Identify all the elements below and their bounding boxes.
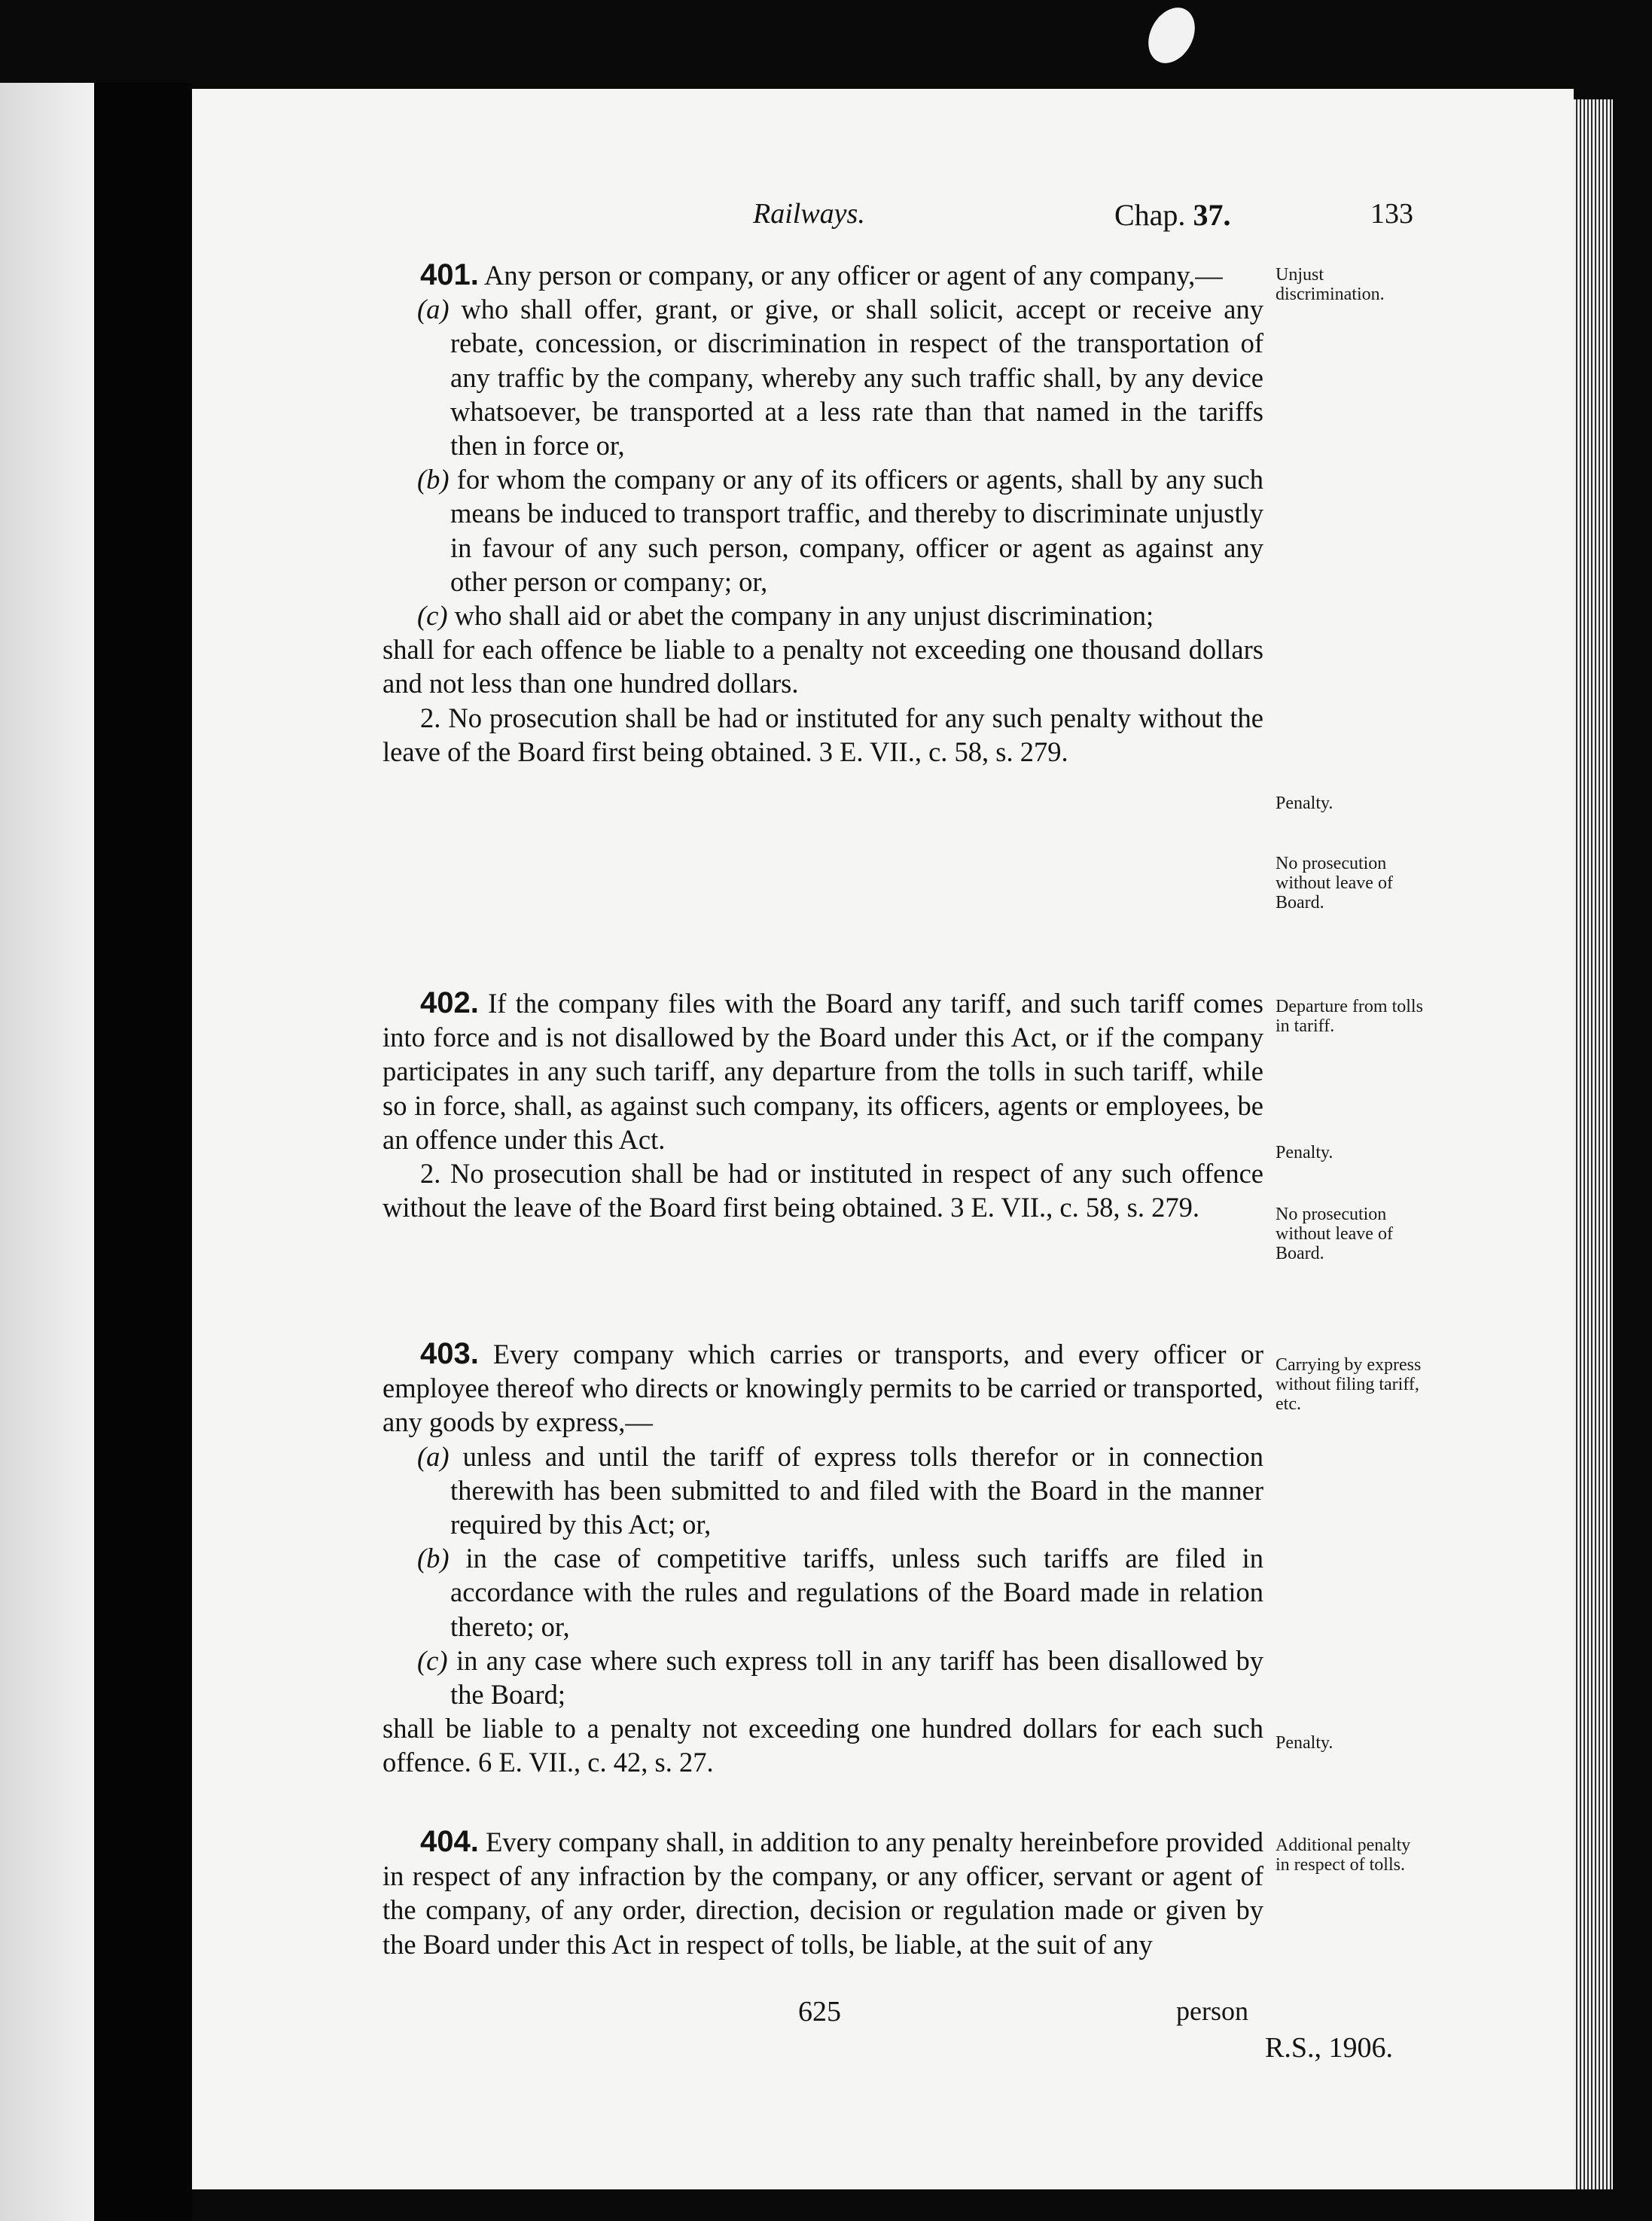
subsection-2: 2. No prosecution shall be had or instituted for any such penalty without the leave of the Board first being obtained. 3 E. VII., c. 58, s. 279. bbox=[383, 702, 1263, 767]
section-402 bbox=[383, 986, 1263, 1224]
margin-note-additional-penalty: Additional penalty in respect of tolls. bbox=[1276, 1836, 1411, 1875]
clause-c bbox=[383, 1644, 1263, 1711]
section-number: 401. bbox=[420, 258, 479, 291]
clause-text: in any case where such express toll in any tariff has been disallowed by the Board; bbox=[450, 1644, 1263, 1711]
section-404 bbox=[383, 1825, 1263, 1961]
clause-b bbox=[383, 462, 1263, 599]
scan-blot bbox=[1139, 0, 1204, 72]
clause-label: (c) bbox=[417, 1644, 448, 1676]
clause-a bbox=[383, 292, 1263, 462]
page-stack-edge bbox=[1574, 99, 1613, 2189]
chapter-label bbox=[1114, 197, 1230, 233]
section-number: 403. bbox=[420, 1337, 479, 1370]
clause-label: (c) bbox=[417, 600, 448, 632]
margin-note-no-prosecution: No prosecution without leave of Board. bbox=[1276, 1205, 1393, 1263]
margin-note-penalty: Penalty. bbox=[1276, 1733, 1333, 1753]
clause-label: (b) bbox=[417, 464, 450, 495]
section-closing: shall be liable to a penalty not exceeding one hundred dollars for each such offence. 6 E. VII., c. 42, s. 27. bbox=[383, 1713, 1263, 1778]
section-intro bbox=[383, 1825, 1263, 1961]
clause-b bbox=[383, 1541, 1263, 1644]
left-page-edge bbox=[0, 83, 94, 2221]
chapter-prefix: Chap. bbox=[1114, 198, 1186, 232]
clause-c bbox=[383, 599, 1263, 632]
section-intro bbox=[383, 1337, 1263, 1440]
section-intro bbox=[383, 986, 1263, 1156]
section-text: Every company which carries or transports, and every officer or employee thereof who directs or knowingly permits to be carried or transported, any goods by express,— bbox=[383, 1339, 1264, 1438]
subsection-2: 2. No prosecution shall be had or instituted in respect of any such offence without the leave of the Board first being obtained. 3 E. VII., c. 58, s. 279. bbox=[383, 1158, 1263, 1223]
margin-note-no-prosecution: No prosecution without leave of Board. bbox=[1276, 854, 1393, 912]
section-text: Any person or company, or any officer or agent of any company,— bbox=[483, 260, 1223, 291]
margin-note-unjust-discrimination: Unjust discrimination. bbox=[1276, 265, 1385, 304]
catchword: person bbox=[1176, 1996, 1248, 2026]
clause-text: for whom the company or any of its officers or agents, shall by any such means be induced to transport traffic, and thereby to discriminate unjustly in favour of any such person, company, officer or agent as against any other person or company; or, bbox=[450, 464, 1264, 597]
margin-note-departure: Departure from tolls in tariff. bbox=[1276, 997, 1423, 1036]
section-closing: shall for each offence be liable to a penalty not exceeding one thousand dollars and not less than one hundred dollars. bbox=[383, 634, 1263, 699]
margin-note-carrying-by-express: Carrying by express without filing tariff, etc. bbox=[1276, 1355, 1422, 1414]
clause-a bbox=[383, 1440, 1263, 1542]
section-number: 404. bbox=[420, 1825, 479, 1858]
section-number: 402. bbox=[420, 986, 479, 1019]
section-intro bbox=[383, 258, 1263, 292]
section-403 bbox=[383, 1337, 1263, 1780]
clause-label: (b) bbox=[417, 1543, 450, 1574]
clause-text: in the case of competitive tariffs, unless such tariffs are filed in accordance with the rules and regulations of the Board made in relation thereto; or, bbox=[450, 1543, 1263, 1642]
section-401 bbox=[383, 258, 1263, 769]
section-text: Every company shall, in addition to any penalty hereinbefore provided in respect of any infraction by the company, or any officer, servant or agent of the company, of any order, direction, decision or regulation made or given by the Board under this Act in respect of tolls, be liable, at the suit of any bbox=[383, 1826, 1263, 1960]
clause-label: (a) bbox=[417, 1440, 450, 1472]
page-gutter-shadow bbox=[94, 83, 192, 2221]
clause-label: (a) bbox=[417, 294, 450, 325]
margin-note-penalty: Penalty. bbox=[1276, 1143, 1333, 1162]
clause-text: who shall aid or abet the company in any unjust discrimination; bbox=[454, 600, 1154, 632]
chapter-number: 37. bbox=[1193, 198, 1231, 232]
running-title: Railways. bbox=[753, 198, 865, 230]
header-page-number: 133 bbox=[1370, 198, 1413, 230]
footer-page-number: 625 bbox=[798, 1996, 841, 2028]
edition-mark: R.S., 1906. bbox=[1265, 2032, 1393, 2064]
clause-text: who shall offer, grant, or give, or shall solicit, accept or receive any rebate, concession, or discrimination in respect of the transportation of any traffic by the company, whereby any such traffic shall, by any device whatsoever, be transported at a less rate than that named in the tariffs then in force or, bbox=[450, 294, 1263, 462]
section-text: If the company files with the Board any tariff, and such tariff comes into force and is not disallowed by the Board under this Act, or if the company participates in any such tariff, any departure from the tolls in such tariff, while so in force, shall, as against such company, its officers, agents or employees, be an offence under this Act. bbox=[383, 988, 1264, 1155]
clause-text: unless and until the tariff of express tolls therefor or in connection therewith has been submitted to and filed with the Board in the manner required by this Act; or, bbox=[450, 1440, 1264, 1540]
margin-note-penalty: Penalty. bbox=[1276, 794, 1333, 813]
